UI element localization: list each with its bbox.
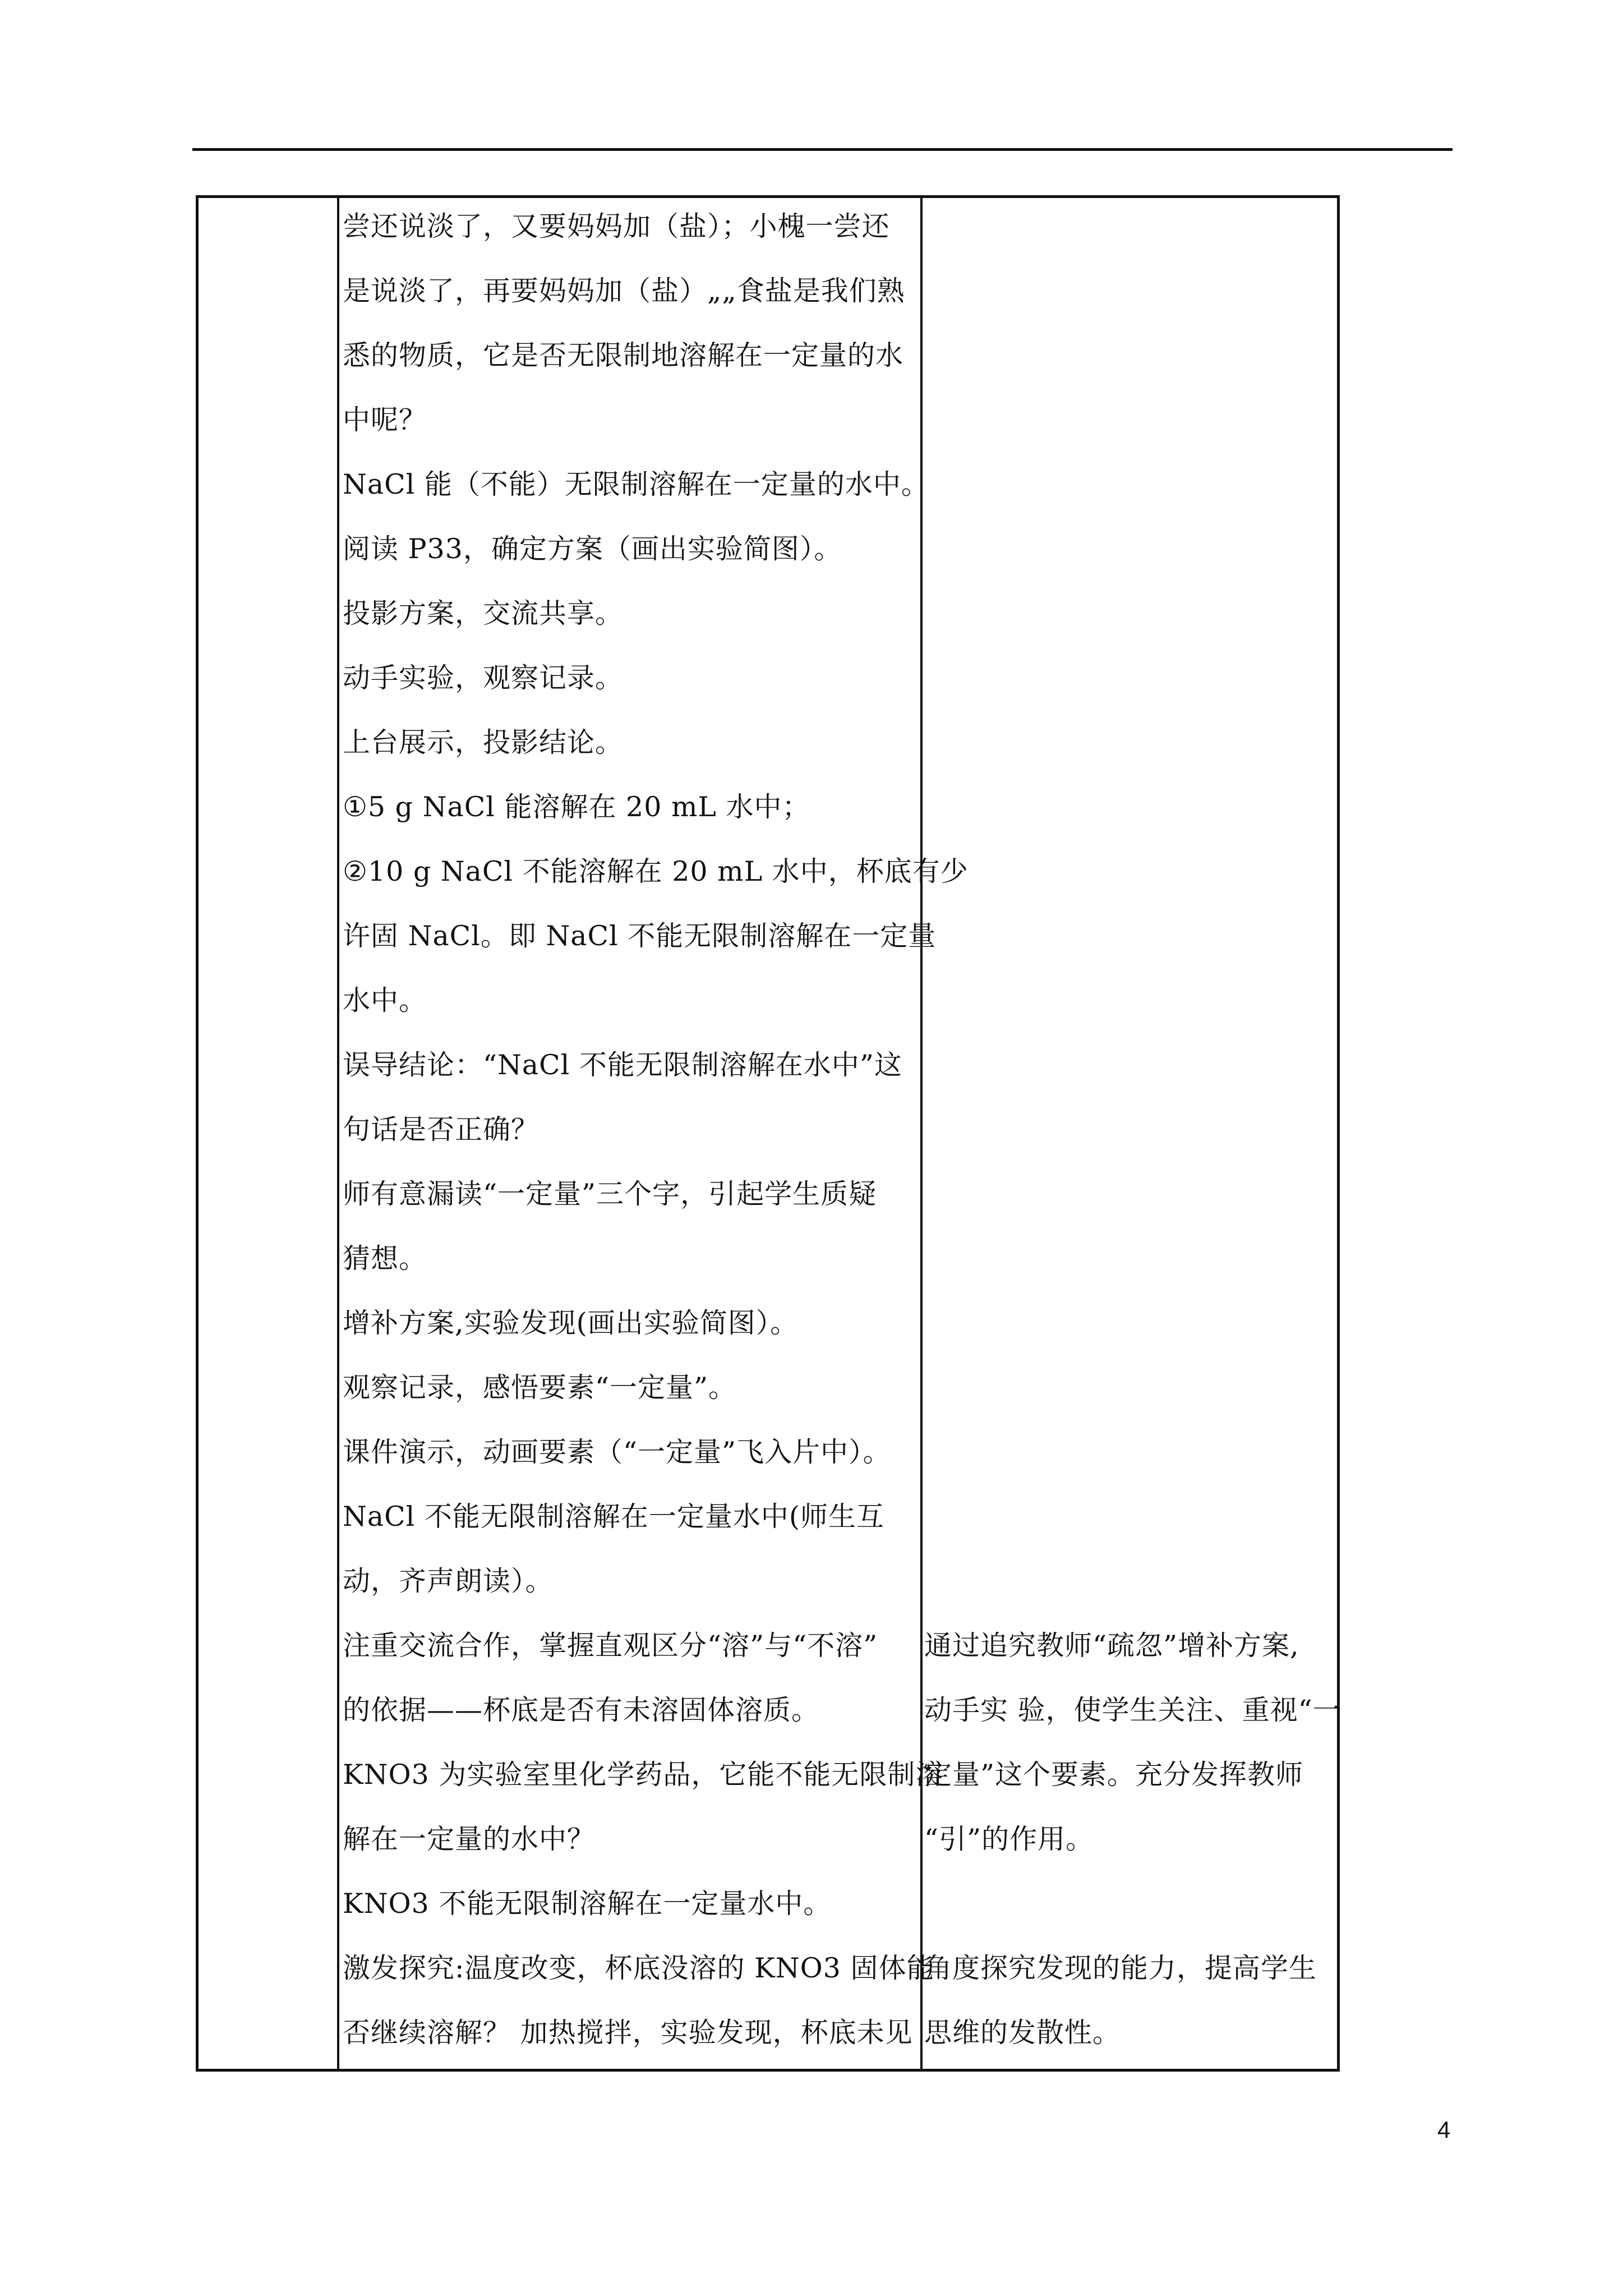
text-line: 上台展示，投影结论。 [343, 726, 624, 758]
text-line: NaCl 不能无限制溶解在一定量水中(师生互 [343, 1501, 884, 1533]
page-number: 4 [1437, 2116, 1451, 2143]
text-line: KNO3 为实验室里化学药品，它能不能无限制溶 [343, 1759, 944, 1791]
text-line: 否继续溶解？ 加热搅拌，实验发现，杯底未见 [343, 2017, 913, 2049]
text-line: 动，齐声朗读）。 [343, 1565, 554, 1597]
text-line: 课件演示，动画要素（“一定量”飞入片中）。 [343, 1436, 891, 1468]
text-line: 解在一定量的水中？ [343, 1823, 596, 1855]
text-line: NaCl 能（不能）无限制溶解在一定量的水中。 [343, 468, 929, 500]
text-line: 水中。 [343, 984, 427, 1016]
text-line: 句话是否正确？ [343, 1114, 540, 1145]
text-line: 阅读 P33，确定方案（画出实验简图）。 [343, 533, 842, 565]
text-line: 动手实验，观察记录。 [343, 662, 624, 694]
column-divider-left [337, 198, 339, 2069]
text-line: “引”的作用。 [924, 1823, 1094, 1855]
text-line: 定量”这个要素。充分发挥教师 [924, 1759, 1304, 1791]
text-line: 增补方案,实验发现(画出实验简图）。 [343, 1307, 799, 1339]
text-line: ①5 g NaCl 能溶解在 20 mL 水中； [343, 791, 810, 823]
header-rule [192, 148, 1453, 151]
text-line: 是说淡了，再要妈妈加（盐）„„食盐是我们熟 [343, 275, 905, 307]
text-line: 激发探究:温度改变，杯底没溶的 KNO3 固体能 [343, 1952, 935, 1984]
text-line: 误导结论：“NaCl 不能无限制溶解在水中”这 [343, 1049, 902, 1081]
text-line: 动手实 验，使学生关注、重视“一 [924, 1694, 1341, 1726]
text-line: 师有意漏读“一定量”三个字，引起学生质疑 [343, 1178, 877, 1210]
text-line: 观察记录，感悟要素“一定量”。 [343, 1372, 737, 1404]
text-line: 的依据——杯底是否有未溶固体溶质。 [343, 1694, 820, 1726]
text-line: 角度探究发现的能力，提高学生 [924, 1952, 1317, 1984]
text-line: 思维的发散性。 [924, 2017, 1121, 2049]
text-line: 通过追究教师“疏忽”增补方案, [924, 1630, 1299, 1662]
text-line: ②10 g NaCl 不能溶解在 20 mL 水中，杯底有少 [343, 855, 969, 887]
text-line: 尝还说淡了，又要妈妈加（盐）；小槐一尝还 [343, 210, 890, 242]
text-line: 悉的物质，它是否无限制地溶解在一定量的水 [343, 339, 904, 371]
text-line: 中呢？ [343, 404, 427, 436]
text-line: 猜想。 [343, 1243, 427, 1274]
text-line: 投影方案，交流共享。 [343, 597, 624, 629]
text-line: 许固 NaCl。即 NaCl 不能无限制溶解在一定量 [343, 920, 937, 952]
text-line: 注重交流合作，掌握直观区分“溶”与“不溶” [343, 1630, 878, 1662]
text-line: KNO3 不能无限制溶解在一定量水中。 [343, 1888, 832, 1920]
lesson-table [196, 195, 1340, 2072]
